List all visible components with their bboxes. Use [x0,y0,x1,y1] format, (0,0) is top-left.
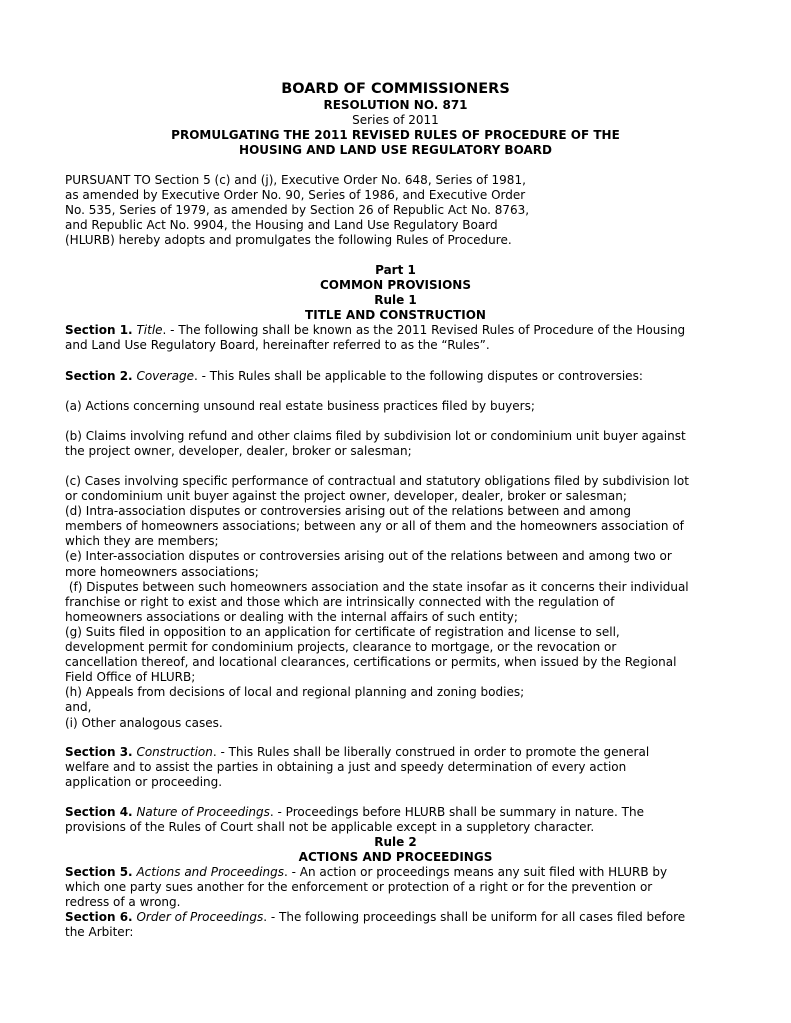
item-line: Field Office of HLURB; [65,670,196,685]
section-label: Section 2. [65,369,133,383]
resolution-number: RESOLUTION NO. 871 [323,98,468,112]
resolution-title-line2: HOUSING AND LAND USE REGULATORY BOARD [239,143,552,157]
section-heading: Title [136,323,163,337]
pursuant-line: as amended by Executive Order No. 90, Series of 1986, and Executive Order [65,188,526,203]
rule-heading: Rule 2 [374,835,417,849]
item-line: (a) Actions concerning unsound real estate business practices filed by buyers; [65,399,535,413]
item-a [65,399,730,414]
section-label: Section 4. [65,805,133,819]
section-text: . - The following proceedings shall be uniform for all cases filed before [263,910,686,924]
section-text: the Arbiter: [65,925,134,940]
pursuant-line: and Republic Act No. 9904, the Housing and Land Use Regulatory Board [65,218,498,233]
section-4 [65,805,730,835]
section-text: redress of a wrong. [65,895,181,910]
resolution-title-line1: PROMULGATING THE 2011 REVISED RULES OF PROCEDURE OF THE [171,128,620,142]
rule-title: TITLE AND CONSTRUCTION [305,308,486,322]
section-text: welfare and to assist the parties in obtaining a just and speedy determination of every action [65,760,627,775]
item-line: the project owner, developer, dealer, broker or salesman; [65,444,412,459]
section-label: Section 5. [65,865,133,879]
part-title: COMMON PROVISIONS [320,278,471,292]
section-heading: Actions and Proceedings [136,865,285,879]
item-b [65,429,730,459]
item-line: (h) Appeals from decisions of local and regional planning and zoning bodies; [65,685,525,700]
section-label: Section 1. [65,323,133,337]
item-line: (e) Inter-association disputes or controversies arising out of the relations between and among two or [65,549,672,564]
item-line: or condominium unit buyer against the project owner, developer, dealer, broker or salesman; [65,489,627,504]
items-c-to-i [65,474,730,731]
item-line: which they are members; [65,534,219,549]
part-heading: Part 1 [375,263,416,277]
section-text: . - This Rules shall be liberally construed in order to promote the general [212,745,650,759]
section-text: . - Proceedings before HLURB shall be summary in nature. The [269,805,645,819]
pursuant-paragraph [65,173,565,248]
section-heading: Coverage [136,369,194,383]
item-line: homeowners associations or dealing with the internal affairs of such entity; [65,609,518,624]
item-line: (c) Cases involving specific performance of contractual and statutory obligations filed by subdivision lot [65,474,689,488]
item-line: (g) Suits filed in opposition to an application for certificate of registration and license to sell, [65,624,620,639]
item-line: (b) Claims involving refund and other claims filed by subdivision lot or condominium unit buyer against [65,429,686,443]
section-label: Section 6. [65,910,133,924]
item-line: (i) Other analogous cases. [65,715,223,730]
item-line: franchise or right to exist and those which are intrinsically connected with the regulation of [65,594,615,609]
item-line: and, [65,700,92,715]
section-text: provisions of the Rules of Court shall not be applicable except in a suppletory character. [65,820,595,835]
section-text: application or proceeding. [65,775,223,790]
item-line: members of homeowners associations; between any or all of them and the homeowners association of [65,519,684,534]
section-text: . - The following shall be known as the 2011 Revised Rules of Procedure of the Housing [162,323,686,337]
pursuant-line: (HLURB) hereby adopts and promulgates the following Rules of Procedure. [65,233,512,248]
section-text: which one party sues another for the enforcement or protection of a right or for the prevention or [65,880,653,895]
item-line: (f) Disputes between such homeowners association and the state insofar as it concerns their individual [65,579,689,594]
section-text: . - This Rules shall be applicable to the following disputes or controversies: [193,369,643,383]
section-3 [65,745,730,790]
section-6 [65,910,730,940]
item-line: cancellation thereof, and locational clearances, certifications or permits, when issued by the Regional [65,655,677,670]
section-text: . - An action or proceedings means any suit filed with HLURB by [284,865,668,879]
item-line: more homeowners associations; [65,564,259,579]
section-2 [65,369,730,384]
rule-heading: Rule 1 [374,293,417,307]
section-text: and Land Use Regulatory Board, hereinafter referred to as the “Rules”. [65,338,490,353]
item-line: development permit for condominium projects, clearance to mortgage, or the revocation or [65,640,617,655]
rule-title: ACTIONS AND PROCEEDINGS [298,850,493,864]
section-heading: Nature of Proceedings [136,805,270,819]
board-title: BOARD OF COMMISSIONERS [281,81,510,97]
pursuant-line: No. 535, Series of 1979, as amended by Section 26 of Republic Act No. 8763, [65,203,530,218]
series-line: Series of 2011 [352,113,439,127]
section-1 [65,323,730,353]
section-5 [65,865,730,910]
pursuant-line: PURSUANT TO Section 5 (c) and (j), Executive Order No. 648, Series of 1981, [65,173,526,187]
section-heading: Construction [136,745,213,759]
section-label: Section 3. [65,745,133,759]
section-heading: Order of Proceedings [136,910,264,924]
item-line: (d) Intra-association disputes or controversies arising out of the relations between and among [65,504,632,519]
